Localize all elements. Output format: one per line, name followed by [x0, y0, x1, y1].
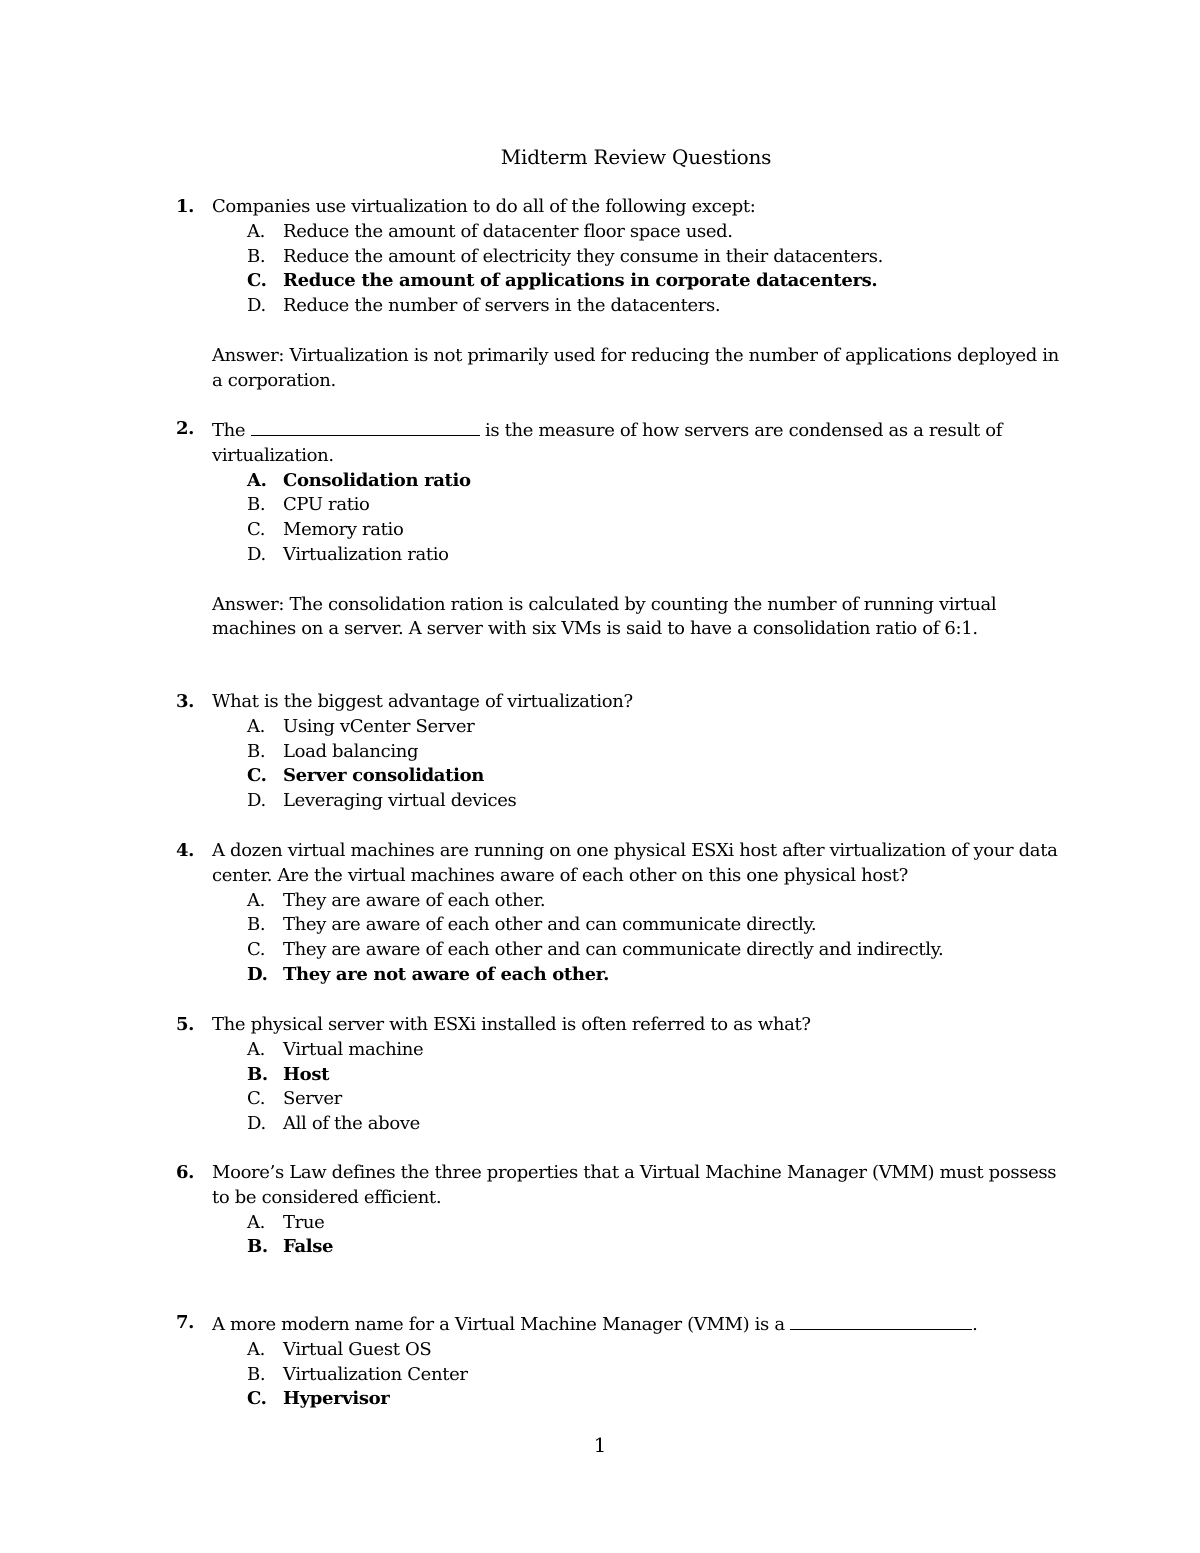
answer-explanation: Answer: The consolidation ration is calculated by counting the number of running virtual machines on a server. A server with six VMs is said to have a consolidation ratio of 6:1. [212, 593, 997, 640]
option-c: C. They are aware of each other and can communicate directly and indirectly. [247, 939, 944, 961]
question-number: 2. [176, 418, 195, 439]
question-text-before: A more modern name for a Virtual Machine Manager (VMM) is a [212, 1314, 785, 1335]
option-a: A. Virtual machine [247, 1038, 424, 1060]
option-b: B. Load balancing [247, 740, 419, 762]
question-1 [0, 195, 1100, 393]
option-c-correct: C. Hypervisor [247, 1388, 390, 1410]
option-c: C. Memory ratio [247, 519, 404, 541]
option-d-correct: D. They are not aware of each other. [247, 963, 610, 985]
option-b: B. CPU ratio [247, 494, 370, 516]
option-d: D. Leveraging virtual devices [247, 790, 517, 812]
option-a: A. Reduce the amount of datacenter floor space used. [247, 220, 733, 242]
question-number: 4. [176, 840, 195, 861]
option-b: B. They are aware of each other and can communicate directly. [247, 914, 817, 936]
answer-explanation: Answer: Virtualization is not primarily used for reducing the number of applications deployed in a corporation. [212, 344, 1059, 391]
option-a: A. True [247, 1211, 325, 1233]
option-a-correct: A. Consolidation ratio [247, 469, 471, 491]
question-number: 6. [176, 1162, 195, 1183]
question-text-after: is the measure of how servers are condensed as a result of virtualization. [212, 420, 1003, 466]
fill-in-blank [251, 417, 480, 436]
question-text: Moore’s Law defines the three properties that a Virtual Machine Manager (VMM) must possess to be considered efficient. [212, 1162, 1057, 1208]
question-7 [0, 1311, 1100, 1412]
option-b-correct: B. Host [247, 1063, 330, 1085]
option-c-correct: C. Reduce the amount of applications in corporate datacenters. [247, 270, 878, 292]
option-a: A. Using vCenter Server [247, 715, 475, 737]
question-number: 3. [176, 691, 195, 712]
question-6 [0, 1161, 1100, 1260]
question-number: 5. [176, 1014, 195, 1035]
fill-in-blank [790, 1311, 972, 1330]
option-b-correct: B. False [247, 1236, 334, 1258]
option-b: B. Virtualization Center [247, 1363, 468, 1385]
option-c-correct: C. Server consolidation [247, 765, 484, 787]
page-title: Midterm Review Questions [500, 145, 772, 169]
question-2 [0, 417, 1100, 642]
option-d: D. Reduce the number of servers in the datacenters. [247, 295, 721, 317]
option-a: A. Virtual Guest OS [247, 1338, 432, 1360]
question-text-after: . [972, 1314, 978, 1335]
option-c: C. Server [247, 1088, 342, 1110]
question-text: The physical server with ESXi installed is often referred to as what? [212, 1014, 811, 1035]
question-text-before: The [212, 420, 246, 441]
option-b: B. Reduce the amount of electricity they consume in their datacenters. [247, 245, 884, 267]
question-number: 1. [176, 196, 195, 217]
question-number: 7. [176, 1312, 195, 1333]
question-text: What is the biggest advantage of virtualization? [212, 691, 633, 712]
page-number: 1 [593, 1433, 607, 1457]
option-d: D. Virtualization ratio [247, 543, 449, 565]
question-text: A dozen virtual machines are running on one physical ESXi host after virtualization of your data center. Are the virtual machines aware of each other on this one physical host? [212, 840, 1058, 886]
option-d: D. All of the above [247, 1113, 420, 1135]
question-3 [0, 690, 1100, 814]
question-5 [0, 1013, 1100, 1137]
question-text: Companies use virtualization to do all of the following except: [212, 196, 756, 217]
option-a: A. They are aware of each other. [247, 889, 546, 911]
question-4 [0, 839, 1100, 988]
